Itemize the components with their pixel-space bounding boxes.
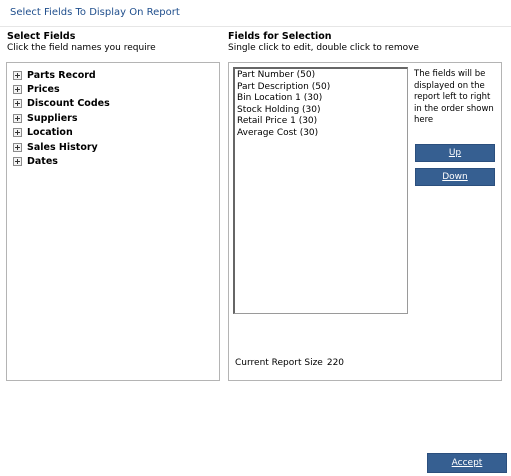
title-divider bbox=[0, 26, 511, 27]
list-item[interactable]: Part Number (50) bbox=[237, 70, 316, 80]
expand-plus-icon[interactable] bbox=[13, 71, 22, 80]
select-fields-subheading: Click the field names you require bbox=[7, 43, 156, 53]
list-item[interactable]: Retail Price 1 (30) bbox=[237, 116, 318, 127]
expand-plus-icon[interactable] bbox=[13, 128, 22, 137]
tree-item[interactable] bbox=[13, 126, 110, 140]
tree-item[interactable] bbox=[13, 68, 110, 82]
field-tree bbox=[13, 68, 110, 169]
down-button[interactable]: Down bbox=[415, 168, 495, 186]
selected-fields-list[interactable] bbox=[233, 67, 408, 314]
expand-plus-icon[interactable] bbox=[13, 114, 22, 123]
expand-plus-icon[interactable] bbox=[13, 143, 22, 152]
tree-item[interactable] bbox=[13, 97, 110, 111]
dialog-title: Select Fields To Display On Report bbox=[10, 7, 180, 18]
fields-for-selection-subheading: Single click to edit, double click to remove bbox=[228, 43, 419, 53]
tree-item-label: Sales History bbox=[27, 141, 98, 153]
select-fields-heading: Select Fields bbox=[7, 31, 76, 42]
field-tree-panel bbox=[6, 62, 220, 381]
list-item[interactable]: Stock Holding (30) bbox=[237, 104, 321, 115]
selection-panel bbox=[228, 62, 502, 381]
accept-button[interactable]: Accept bbox=[427, 453, 507, 473]
report-size bbox=[235, 358, 344, 368]
expand-plus-icon[interactable] bbox=[13, 85, 22, 94]
expand-plus-icon[interactable] bbox=[13, 157, 22, 166]
list-item[interactable]: Bin Location 1 (30) bbox=[237, 93, 323, 104]
tree-item-label: Prices bbox=[27, 84, 60, 96]
tree-item-label: Dates bbox=[27, 156, 58, 168]
list-item[interactable]: Part Description (50) bbox=[237, 81, 331, 92]
tree-item-label: Parts Record bbox=[27, 69, 96, 81]
report-size-value: 220 bbox=[326, 358, 345, 368]
fields-for-selection-heading: Fields for Selection bbox=[228, 31, 332, 42]
tree-item-label: Suppliers bbox=[27, 112, 78, 124]
list-item[interactable]: Average Cost (30) bbox=[237, 127, 319, 138]
tree-item[interactable] bbox=[13, 140, 110, 154]
report-size-label: Current Report Size bbox=[235, 358, 323, 368]
tree-item[interactable] bbox=[13, 111, 110, 125]
order-hint: The fields will be displayed on the report left to right in the order shown here bbox=[414, 69, 494, 125]
tree-item[interactable] bbox=[13, 154, 110, 168]
tree-item[interactable] bbox=[13, 82, 110, 96]
tree-item-label: Discount Codes bbox=[27, 98, 110, 110]
up-button[interactable]: Up bbox=[415, 144, 495, 162]
tree-item-label: Location bbox=[27, 127, 73, 139]
expand-plus-icon[interactable] bbox=[13, 99, 22, 108]
